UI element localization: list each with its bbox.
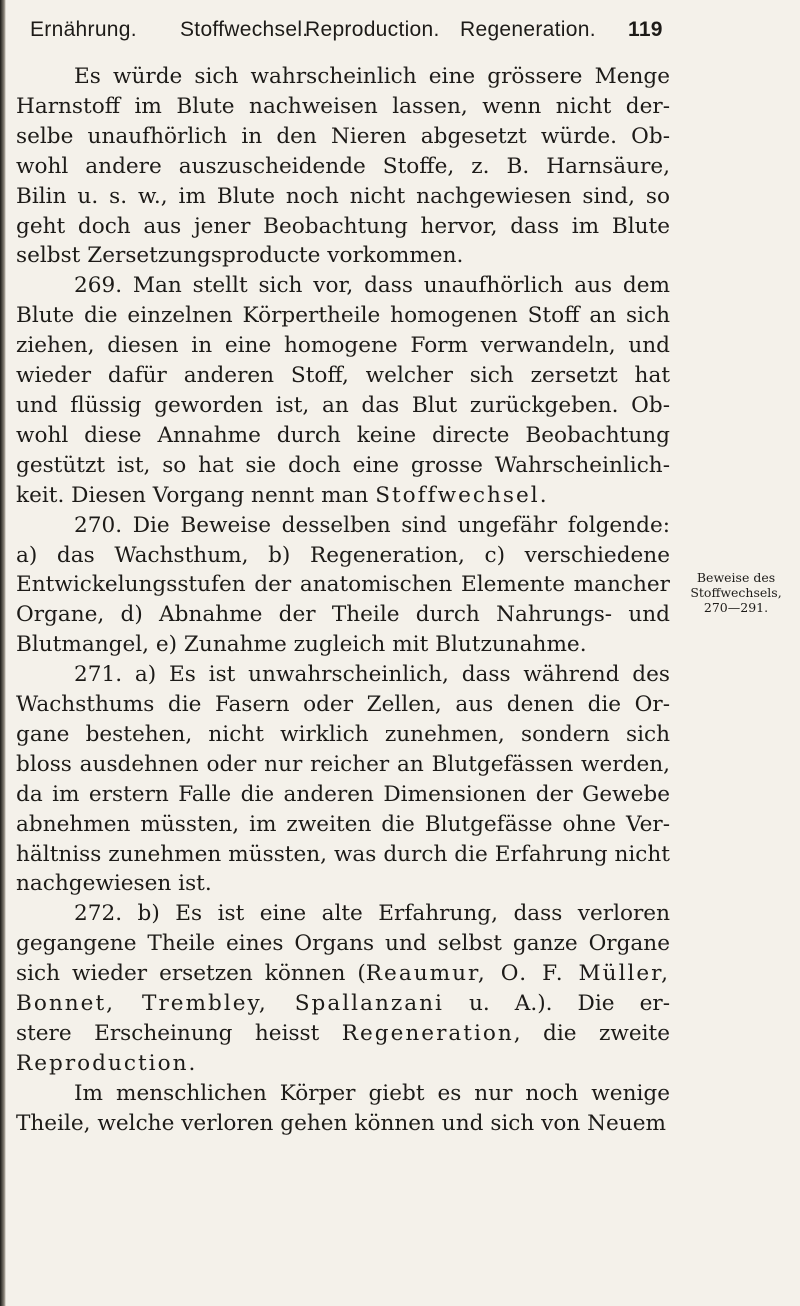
text-line — [16, 989, 670, 1019]
header-topic-nutrition: Ernährung. — [30, 18, 137, 41]
text-line: geht doch aus jener Beobachtung hervor, dass im Blute — [16, 213, 670, 239]
text-line: gestützt ist, so hat sie doch eine grosse Wahrscheinlich- — [16, 452, 670, 478]
text-line: Bilin u. s. w., im Blute noch nicht nachgewiesen sind, so — [16, 183, 670, 209]
header-topic-reproduction: Reproduction. — [305, 18, 440, 41]
text-line: Entwickelungsstufen der anatomischen Elemente mancher — [16, 572, 670, 598]
text-line: und flüssig geworden ist, an das Blut zurückgeben. Ob- — [16, 392, 670, 418]
text-fragment: keit. Diesen Vorgang nennt man — [16, 482, 376, 508]
text-line: 270. Die Beweise desselben sind ungefähr folgende: — [74, 512, 670, 538]
margin-note-line: Stoffwechsels, — [690, 585, 782, 600]
text-line: nachgewiesen ist. — [16, 871, 212, 897]
margin-note-line: Beweise des — [696, 570, 776, 585]
text-line — [16, 959, 670, 989]
text-line: Blutmangel, e) Zunahme zugleich mit Blutzunahme. — [16, 632, 587, 658]
margin-note-line: 270—291. — [703, 600, 769, 615]
text-line: wohl andere auszuscheidende Stoffe, z. B. Harnsäure, — [16, 153, 670, 179]
page-number: 119 — [628, 18, 663, 41]
text-fragment: u. A.). Die er- — [443, 991, 670, 1017]
text-line: gane bestehen, nicht wirklich zunehmen, sondern sich — [16, 721, 670, 747]
running-header — [30, 10, 670, 50]
text-line: Harnstoff im Blute nachweisen lassen, wenn nicht der- — [16, 93, 670, 119]
text-line — [16, 1019, 670, 1049]
text-line — [16, 481, 670, 511]
text-line: hältniss zunehmen müssten, was durch die Erfahrung nicht — [16, 841, 670, 867]
text-fragment: , die zweite — [513, 1021, 670, 1046]
text-line: wohl diese Annahme durch keine directe Beobachtung — [16, 422, 670, 448]
text-line: Organe, d) Abnahme der Theile durch Nahrungs- und — [16, 602, 670, 628]
text-line: Im menschlichen Körper giebt es nur noch wenige — [74, 1080, 670, 1106]
header-topic-metabolism: Stoffwechsel. — [180, 18, 309, 41]
text-fragment: sich wieder ersetzen können ( — [16, 961, 366, 987]
spaced-term-stoffwechsel: Stoffwechsel — [375, 482, 540, 508]
text-line: gegangene Theile eines Organs und selbst ganze Organe — [16, 931, 670, 957]
text-line: 269. Man stellt sich vor, dass unaufhörlich aus dem — [74, 273, 670, 299]
text-line: selbe unaufhörlich in den Nieren abgesetzt würde. Ob- — [16, 123, 670, 149]
text-line: selbst Zersetzungsproducte vorkommen. — [16, 243, 464, 269]
text-line: bloss ausdehnen oder nur reicher an Blutgefässen werden, — [16, 751, 670, 777]
header-topic-regeneration: Regeneration. — [460, 18, 596, 41]
spaced-term-regeneration: Regeneration — [341, 1021, 514, 1046]
page-gutter-shadow — [0, 0, 6, 1306]
margin-note — [679, 570, 793, 615]
body-text — [16, 62, 670, 1139]
text-line: Wachsthums die Fasern oder Zellen, aus denen die Or- — [16, 692, 670, 718]
text-line: 272. b) Es ist eine alte Erfahrung, dass verloren — [74, 901, 670, 927]
text-fragment: . — [539, 482, 547, 508]
text-line: Theile, welche verloren gehen können und sich von Neuem — [16, 1110, 666, 1136]
text-line: Blute die einzelnen Körpertheile homogenen Stoff an sich — [16, 303, 670, 329]
spaced-term-reproduction: Reproduction — [16, 1050, 189, 1076]
text-line — [16, 1049, 670, 1079]
text-line: wieder dafür anderen Stoff, welcher sich zersetzt hat — [16, 363, 670, 389]
text-line: 271. a) Es ist unwahrscheinlich, dass während des — [74, 662, 670, 688]
text-fragment: . — [188, 1050, 196, 1076]
spaced-author-names: Bonnet, Trembley, Spallanzani — [16, 991, 444, 1017]
text-line: abnehmen müssten, im zweiten die Blutgefässe ohne Ver- — [16, 811, 670, 837]
text-fragment: stere Erscheinung heisst — [16, 1021, 342, 1046]
text-line: da im erstern Falle die anderen Dimensionen der Gewebe — [16, 781, 670, 807]
spaced-author-names: Reaumur, O. F. Müller, — [365, 961, 670, 987]
text-line: ziehen, diesen in eine homogene Form verwandeln, und — [16, 333, 670, 359]
text-line: a) das Wachsthum, b) Regeneration, c) verschiedene — [16, 542, 670, 568]
text-line: Es würde sich wahrscheinlich eine grössere Menge — [74, 64, 670, 89]
